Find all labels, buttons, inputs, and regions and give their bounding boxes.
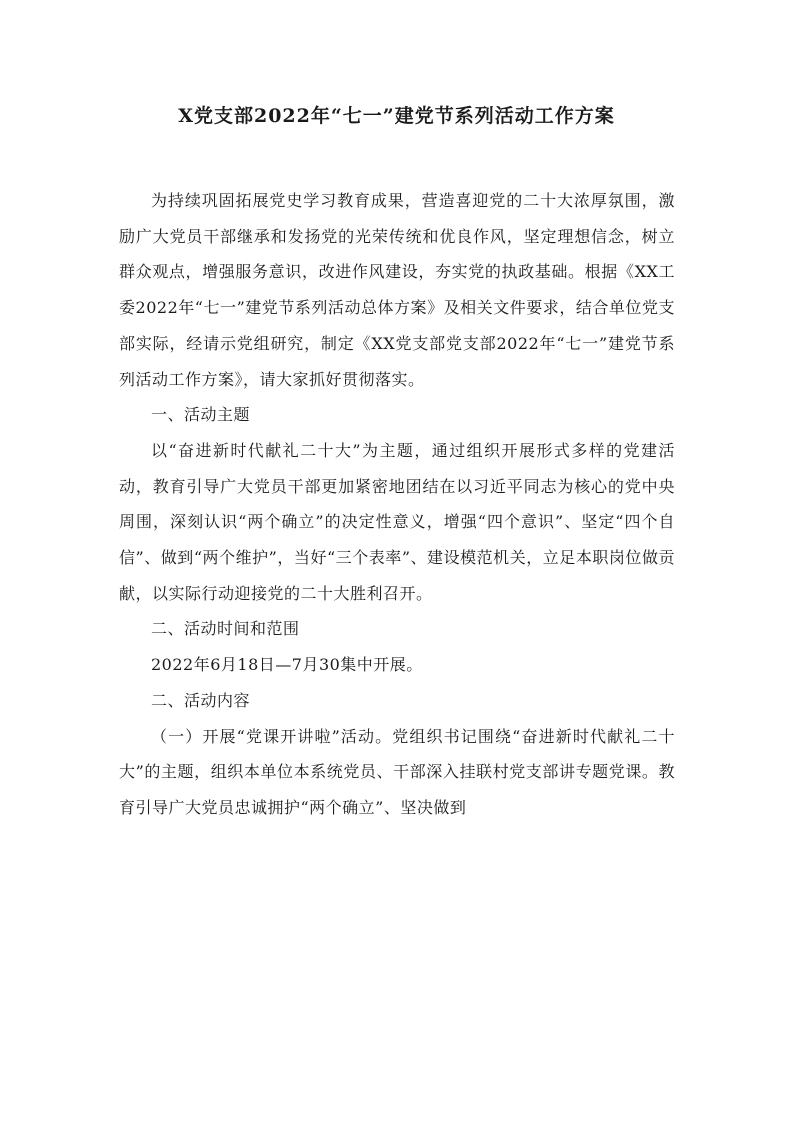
section-text-time-scope: 2022年6月18日—7月30集中开展。 bbox=[151, 655, 423, 675]
section-heading-theme: 一、活动主题 bbox=[151, 405, 251, 425]
section-heading-time-scope: 二、活动时间和范围 bbox=[151, 619, 300, 639]
section-text-theme: 以“奋进新时代献礼二十大”为主题，通过组织开展形式多样的党建活动，教育引导广大党员干部更加紧密地团结在以习近平同志为核心的党中央周围，深刻认识“两个确立”的决定性意义，增强“四个意识”、坚定“四个自信”、做到“两个维护”，当好“三个表率”、建设模范机关，立足本职岗位做贡献，以实际行动迎接党的二十大胜利召开。 bbox=[119, 440, 675, 603]
section-heading-content: 二、活动内容 bbox=[151, 690, 251, 710]
section-text-content: （一）开展“党课开讲啦”活动。党组织书记围绕“奋进新时代献礼二十大”的主题，组织本单位本系统党员、干部深入挂联村党支部讲专题党课。教育引导广大党员忠诚拥护“两个确立”、坚决做到 bbox=[119, 726, 675, 817]
intro-paragraph: 为持续巩固拓展党史学习教育成果，营造喜迎党的二十大浓厚氛围，激励广大党员干部继承和发扬党的光荣传统和优良作风，坚定理想信念，树立群众观点，增强服务意识，改进作风建设，夯实党的执政基础。根据《XX工委2022年“七一”建党节系列活动总体方案》及相关文件要求，结合单位党支部实际，经请示党组研究，制定《XX党支部党支部2022年“七一”建党节系列活动工作方案》，请大家抓好贯彻落实。 bbox=[119, 191, 675, 389]
document-title: X党支部2022年“七一”建党节系列活动工作方案 bbox=[178, 105, 615, 127]
document-body bbox=[119, 183, 675, 826]
